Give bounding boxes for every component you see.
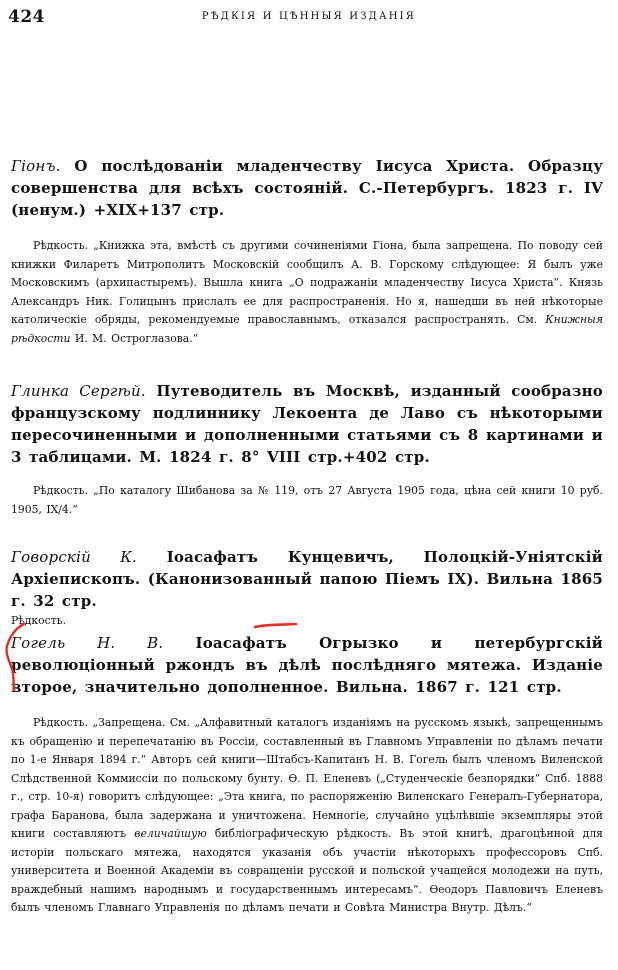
- page-header: [8, 7, 610, 29]
- note-text: Рѣдкость. „Запрещена. См. „Алфавитный каталогъ изданіямъ на русскомъ языкѣ, запрещеннымъ къ обращенію и перепечатанію въ Россіи, составленный въ Главномъ Управленіи по дѣламъ печати по 1-е Января 1894 г.“ Авторъ сей книги—Штабсъ-Капитанъ Н. В. Гогель былъ членомъ Виленской Слѣдственной Коммиссіи по польскому бунту. Ѳ. П. Еленевъ („Студенческіе безпорядки“ Спб. 1888 г., стр. 10-я) говоритъ слѣдующее: „Эта книга, по распоряженію Виленскаго Генералъ-Губернатора, графа Баранова, была задержана и уничтожена. Немногіе, случайно уцѣлѣвшіе экземпляры этой книги составляютъ: [11, 716, 603, 840]
- entry-note: Рѣдкость. „По каталогу Шибанова за № 119, отъ 27 Августа 1905 года, цѣна сей книги 10 руб. 1905, IX/4.“: [11, 484, 603, 516]
- entry-note: [11, 714, 603, 918]
- bibliographic-record: [11, 155, 603, 221]
- entry-title: Іоасафатъ Огрызко и петербургскій революціонный ржондъ въ дѣлѣ послѣдняго мятежа. Изданіе второе, значительно дополненное. Вильна. 1867 г. 121 стр.: [11, 634, 603, 696]
- bibliographic-record: [11, 632, 603, 698]
- entry-gogel: [11, 632, 603, 918]
- entry-title: О послѣдованіи младенчеству Іисуса Христа. Образцу совершенства для всѣхъ состояній. С.-Петербургъ. 1823 г. IV (ненум.) +XIX+137 стр.: [11, 157, 603, 219]
- entry-title: Іоасафатъ Кунцевичъ, Полоцкій-Уніятскій Архіепископъ. (Канонизованный папою Піемъ IX). Вильна 1865 г. 32 стр.: [11, 548, 603, 610]
- entry-note: [11, 237, 603, 348]
- entry-glinka: [11, 380, 603, 519]
- page-number: 424: [8, 7, 45, 27]
- bibliographic-record: [11, 380, 603, 468]
- note-italic-word: величайшую: [134, 827, 207, 840]
- note-text: И. М. Остроглазова.“: [70, 331, 199, 345]
- entry-govorsky: [11, 546, 603, 630]
- entry-author: Гіонъ.: [11, 157, 61, 175]
- entry-title: Путеводитель въ Москвѣ, изданный сообразно французскому подлиннику Лекоента де Лаво съ нѣкоторыми пересочиненными и дополненными статьями съ 8 картинами и 3 таблицами. М. 1824 г. 8° VIII стр.+402 стр.: [11, 382, 603, 466]
- bibliographic-record: [11, 546, 603, 612]
- entry-author: Говорскій К.: [11, 548, 137, 566]
- note-italic-title: Книжныя рѣдкости: [11, 313, 603, 345]
- entry-author: Глинка Сергѣй.: [11, 382, 146, 400]
- entry-gion: [11, 155, 603, 348]
- entry-note: Рѣдкость.: [11, 614, 67, 627]
- entry-author: Гогель Н. В.: [11, 634, 164, 652]
- note-text: библіографическую рѣдкость. Въ этой книгѣ, драгоцѣнной для исторіи польскаго мятежа, находятся указанія объ участіи нѣкоторыхъ профессоровъ Спб. университета и Военной Академіи въ совращеніи русской и польской учащейся молодежи на путь, враждебный нашимъ народнымъ и государственнымъ интересамъ“. Ѳеодоръ Павловичъ Еленевъ былъ членомъ Главнаго Управленія по дѣламъ печати и Совѣта Министра Внутр. Дѣлъ.“: [11, 827, 603, 914]
- note-text: Рѣдкость. „Книжка эта, вмѣстѣ съ другими сочиненіями Гіона, была запрещена. По поводу сей книжки Филаретъ Митрополитъ Московскій сообщилъ А. В. Горскому слѣдующее: Я былъ уже Московскимъ (архипастыремъ). Вышла книга „О подражаніи младенчеству Іисуса Христа“. Князь Александръ Ник. Голицынъ прислалъ ее для распространенія. Но я, нашедши въ ней нѣкоторые католическіе обряды, рекомендуемые православнымъ, отказался распространять. См.: [11, 239, 603, 326]
- running-title: РѢДКІЯ И ЦѢННЫЯ ИЗДАНІЯ: [201, 11, 417, 22]
